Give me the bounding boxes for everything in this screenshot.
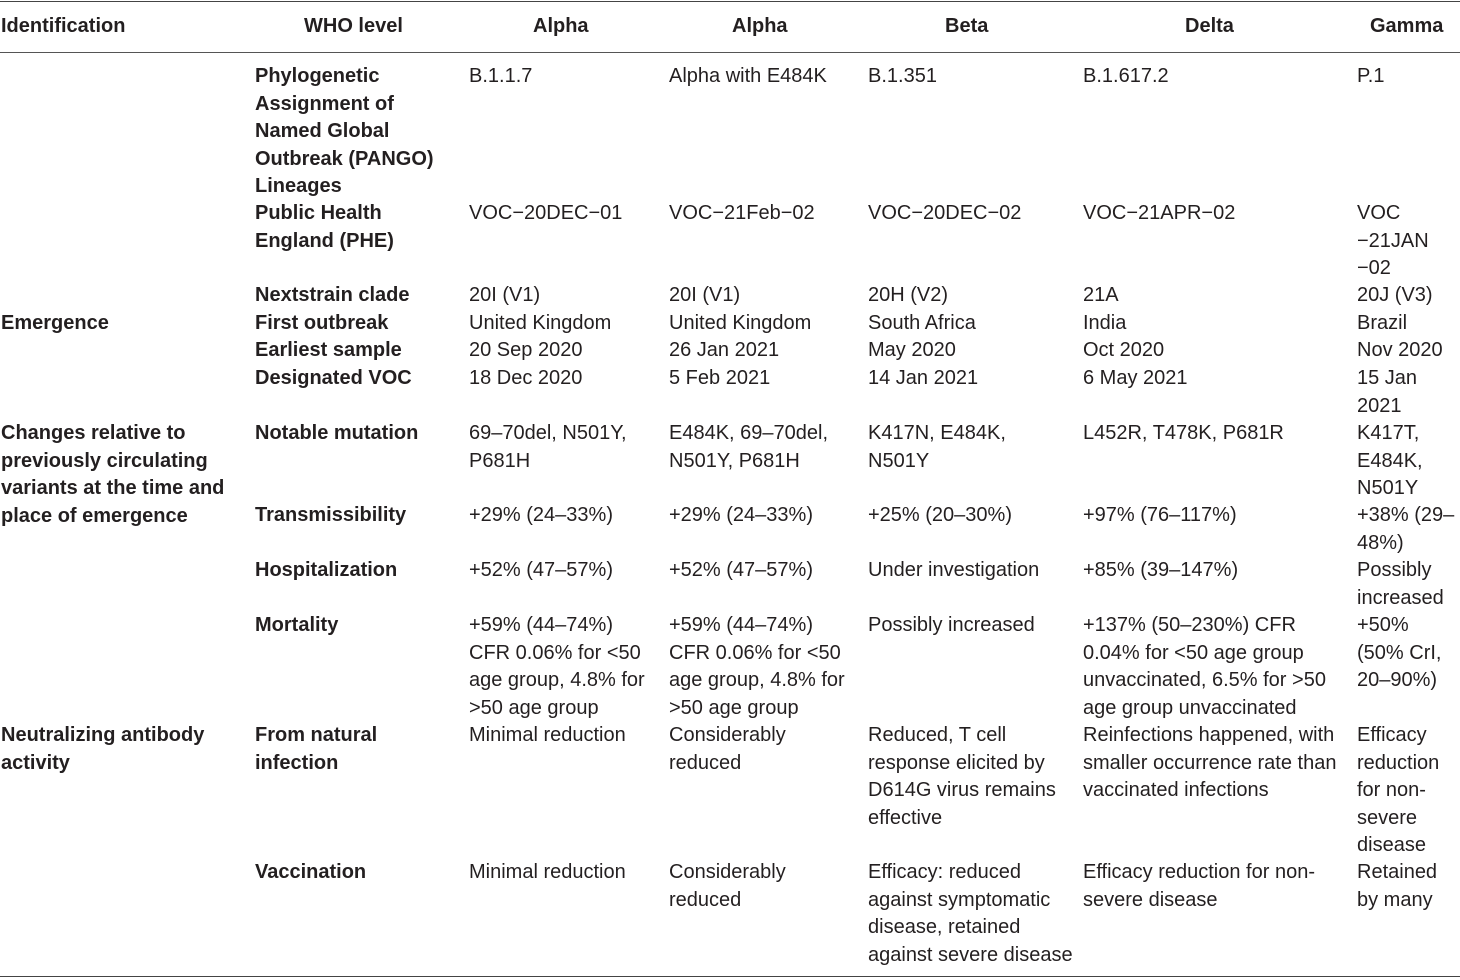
table-cell: +50% (50% CrI, 20–90%): [1357, 614, 1442, 691]
row-label: Mortality: [255, 614, 339, 636]
table-cell: Retained by many: [1357, 861, 1438, 911]
table-cell: Efficacy reduction for non- severe disease: [1357, 724, 1440, 856]
header-delta: Delta: [1185, 15, 1234, 37]
table-cell: Reduced, T cell response elicited by D614G virus remains effective: [868, 724, 1056, 829]
table-cell: P.1: [1357, 65, 1385, 87]
row-label: Earliest sample: [255, 339, 402, 361]
section-changes: Changes relative to previously circulating variants at the time and place of emergence: [1, 422, 225, 527]
table-cell: Under investigation: [868, 559, 1040, 581]
table-cell: 69–70del, N501Y, P681H: [469, 422, 627, 472]
header-alpha: Alpha: [533, 15, 589, 37]
table-bottom-rule: [0, 976, 1460, 977]
table-cell: +52% (47–57%): [669, 559, 813, 581]
table-cell: India: [1083, 312, 1127, 334]
table-cell: 20J (V3): [1357, 284, 1433, 306]
table-cell: Reinfections happened, with smaller occurrence rate than vaccinated infections: [1083, 724, 1337, 801]
table-cell: +59% (44–74%) CFR 0.06% for <50 age group, 4.8% for >50 age group: [469, 614, 645, 719]
table-cell: May 2020: [868, 339, 956, 361]
header-gamma: Gamma: [1370, 15, 1444, 37]
table-cell: Efficacy reduction for non- severe disease: [1083, 861, 1315, 911]
table-cell: +38% (29– 48%): [1357, 504, 1455, 554]
table-cell: +52% (47–57%): [469, 559, 613, 581]
row-label: Hospitalization: [255, 559, 398, 581]
table-cell: 20I (V1): [669, 284, 741, 306]
table-cell: +25% (20–30%): [868, 504, 1012, 526]
table-cell: 20H (V2): [868, 284, 949, 306]
table-cell: Considerably reduced: [669, 861, 786, 911]
section-emergence: Emergence: [1, 312, 109, 334]
table-top-rule: [0, 1, 1460, 2]
header-identification: Identification: [1, 15, 126, 37]
section-neutralizing: Neutralizing antibody activity: [1, 724, 205, 774]
row-label: From natural infection: [255, 724, 378, 774]
table-cell: +97% (76–117%): [1083, 504, 1237, 526]
row-label: Notable mutation: [255, 422, 419, 444]
row-label: Public Health England (PHE): [255, 202, 394, 252]
table-cell: VOC−20DEC−01: [469, 202, 623, 224]
table-cell: Brazil: [1357, 312, 1408, 334]
table-cell: Nov 2020: [1357, 339, 1443, 361]
table-cell: VOC−21APR−02: [1083, 202, 1236, 224]
table-cell: Efficacy: reduced against symptomatic disease, retained against severe disease: [868, 861, 1073, 966]
table-cell: 15 Jan 2021: [1357, 367, 1418, 417]
table-cell: B.1.351: [868, 65, 937, 87]
header-who-level: WHO level: [304, 15, 403, 37]
table-cell: 20I (V1): [469, 284, 541, 306]
row-label: Designated VOC: [255, 367, 412, 389]
header-alpha-e484k: Alpha: [732, 15, 788, 37]
table-cell: VOC−20DEC−02: [868, 202, 1022, 224]
table-cell: Alpha with E484K: [669, 65, 827, 87]
table-cell: +59% (44–74%) CFR 0.06% for <50 age group, 4.8% for >50 age group: [669, 614, 845, 719]
row-label: First outbreak: [255, 312, 389, 334]
row-label: Transmissibility: [255, 504, 407, 526]
table-header-rule: [0, 52, 1460, 53]
table-cell: Possibly increased: [868, 614, 1035, 636]
table-cell: South Africa: [868, 312, 976, 334]
table-cell: Possibly increased: [1357, 559, 1444, 609]
table-cell: 21A: [1083, 284, 1119, 306]
table-cell: 14 Jan 2021: [868, 367, 979, 389]
table-cell: VOC −21JAN −02: [1357, 202, 1429, 279]
table-cell: United Kingdom: [669, 312, 812, 334]
table-cell: +29% (24–33%): [669, 504, 813, 526]
table-cell: Oct 2020: [1083, 339, 1165, 361]
table-cell: E484K, 69–70del, N501Y, P681H: [669, 422, 829, 472]
table-cell: United Kingdom: [469, 312, 612, 334]
table-cell: L452R, T478K, P681R: [1083, 422, 1284, 444]
table-cell: 6 May 2021: [1083, 367, 1188, 389]
table-cell: +85% (39–147%): [1083, 559, 1239, 581]
table-cell: 20 Sep 2020: [469, 339, 583, 361]
row-label: Phylogenetic Assignment of Named Global Outbreak (PANGO) Lineages: [255, 65, 434, 197]
table-cell: +29% (24–33%): [469, 504, 613, 526]
table-cell: VOC−21Feb−02: [669, 202, 815, 224]
table-cell: K417T, E484K, N501Y: [1357, 422, 1423, 499]
table-cell: B.1.1.7: [469, 65, 533, 87]
header-beta: Beta: [945, 15, 989, 37]
table-cell: 26 Jan 2021: [669, 339, 780, 361]
table-cell: B.1.617.2: [1083, 65, 1169, 87]
table-cell: Considerably reduced: [669, 724, 786, 774]
table-cell: Minimal reduction: [469, 861, 626, 883]
row-label: Nextstrain clade: [255, 284, 410, 306]
table-cell: +137% (50–230%) CFR 0.04% for <50 age group unvaccinated, 6.5% for >50 age group unvaccinated: [1083, 614, 1326, 719]
table-cell: 5 Feb 2021: [669, 367, 771, 389]
table-cell: K417N, E484K, N501Y: [868, 422, 1006, 472]
table-cell: Minimal reduction: [469, 724, 626, 746]
table-cell: 18 Dec 2020: [469, 367, 583, 389]
row-label: Vaccination: [255, 861, 367, 883]
